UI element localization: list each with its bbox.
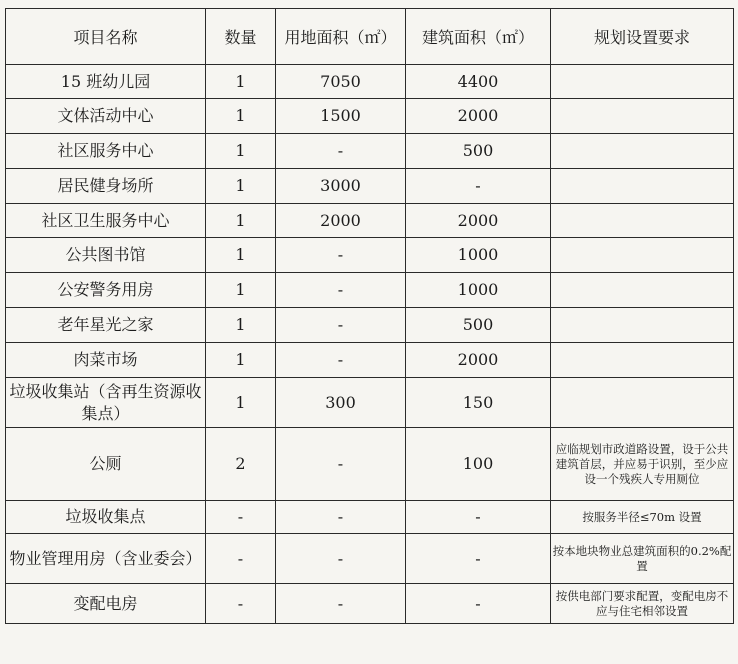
cell-requirements [551, 99, 734, 134]
cell-requirements [551, 343, 734, 378]
cell-project-name: 物业管理用房（含业委会） [6, 534, 206, 584]
cell-building-area: - [406, 169, 551, 204]
cell-land-area: - [276, 273, 406, 308]
table-row [6, 204, 734, 238]
table-row [6, 584, 734, 624]
table-row [6, 428, 734, 501]
facilities-table [5, 8, 734, 624]
table-row [6, 134, 734, 169]
cell-project-name: 垃圾收集点 [6, 501, 206, 534]
cell-project-name: 垃圾收集站（含再生资源收集点） [6, 378, 206, 428]
cell-land-area: 300 [276, 378, 406, 428]
cell-quantity: 1 [206, 238, 276, 273]
table-row [6, 238, 734, 273]
cell-requirements: 按服务半径≤70m 设置 [551, 501, 734, 534]
cell-building-area: 4400 [406, 65, 551, 99]
cell-quantity: 1 [206, 99, 276, 134]
cell-building-area: 1000 [406, 238, 551, 273]
cell-building-area: 2000 [406, 343, 551, 378]
cell-requirements [551, 238, 734, 273]
cell-quantity: 1 [206, 273, 276, 308]
cell-building-area: 100 [406, 428, 551, 501]
header-quantity: 数量 [206, 9, 276, 65]
cell-quantity: 1 [206, 169, 276, 204]
cell-project-name: 公厕 [6, 428, 206, 501]
cell-requirements: 按供电部门要求配置，变配电房不应与住宅相邻设置 [551, 584, 734, 624]
cell-building-area: - [406, 501, 551, 534]
cell-quantity: - [206, 501, 276, 534]
cell-project-name: 变配电房 [6, 584, 206, 624]
cell-land-area: - [276, 308, 406, 343]
table-row [6, 501, 734, 534]
cell-building-area: - [406, 534, 551, 584]
cell-project-name: 公共图书馆 [6, 238, 206, 273]
cell-project-name: 居民健身场所 [6, 169, 206, 204]
cell-project-name: 15 班幼儿园 [6, 65, 206, 99]
table-row [6, 378, 734, 428]
cell-land-area: 1500 [276, 99, 406, 134]
cell-quantity: - [206, 534, 276, 584]
cell-building-area: 150 [406, 378, 551, 428]
table-header-row [6, 9, 734, 65]
table-row [6, 534, 734, 584]
cell-requirements [551, 65, 734, 99]
cell-quantity: 2 [206, 428, 276, 501]
cell-land-area: - [276, 343, 406, 378]
header-project-name: 项目名称 [6, 9, 206, 65]
cell-land-area: - [276, 501, 406, 534]
cell-building-area: 2000 [406, 99, 551, 134]
cell-building-area: - [406, 584, 551, 624]
cell-requirements [551, 169, 734, 204]
cell-requirements [551, 273, 734, 308]
header-building-area: 建筑面积（㎡） [406, 9, 551, 65]
cell-requirements: 按本地块物业总建筑面积的0.2%配置 [551, 534, 734, 584]
cell-building-area: 1000 [406, 273, 551, 308]
cell-land-area: - [276, 238, 406, 273]
table-row [6, 99, 734, 134]
cell-quantity: 1 [206, 308, 276, 343]
cell-project-name: 公安警务用房 [6, 273, 206, 308]
table-row [6, 308, 734, 343]
cell-land-area: 3000 [276, 169, 406, 204]
cell-quantity: 1 [206, 343, 276, 378]
header-requirements: 规划设置要求 [551, 9, 734, 65]
cell-requirements [551, 134, 734, 169]
cell-project-name: 社区服务中心 [6, 134, 206, 169]
cell-land-area: - [276, 534, 406, 584]
cell-requirements [551, 204, 734, 238]
cell-quantity: 1 [206, 65, 276, 99]
cell-requirements [551, 378, 734, 428]
cell-building-area: 500 [406, 134, 551, 169]
cell-quantity: 1 [206, 204, 276, 238]
cell-land-area: - [276, 584, 406, 624]
cell-project-name: 社区卫生服务中心 [6, 204, 206, 238]
cell-project-name: 老年星光之家 [6, 308, 206, 343]
cell-land-area: 2000 [276, 204, 406, 238]
cell-building-area: 2000 [406, 204, 551, 238]
table-row [6, 169, 734, 204]
cell-land-area: - [276, 134, 406, 169]
cell-project-name: 肉菜市场 [6, 343, 206, 378]
cell-land-area: - [276, 428, 406, 501]
cell-land-area: 7050 [276, 65, 406, 99]
table-row [6, 343, 734, 378]
cell-project-name: 文体活动中心 [6, 99, 206, 134]
cell-building-area: 500 [406, 308, 551, 343]
cell-quantity: 1 [206, 134, 276, 169]
cell-requirements: 应临规划市政道路设置，设于公共建筑首层，并应易于识别，至少应设一个残疾人专用厕位 [551, 428, 734, 501]
cell-requirements [551, 308, 734, 343]
table-row [6, 273, 734, 308]
table-row [6, 65, 734, 99]
header-land-area: 用地面积（㎡） [276, 9, 406, 65]
cell-quantity: 1 [206, 378, 276, 428]
cell-quantity: - [206, 584, 276, 624]
